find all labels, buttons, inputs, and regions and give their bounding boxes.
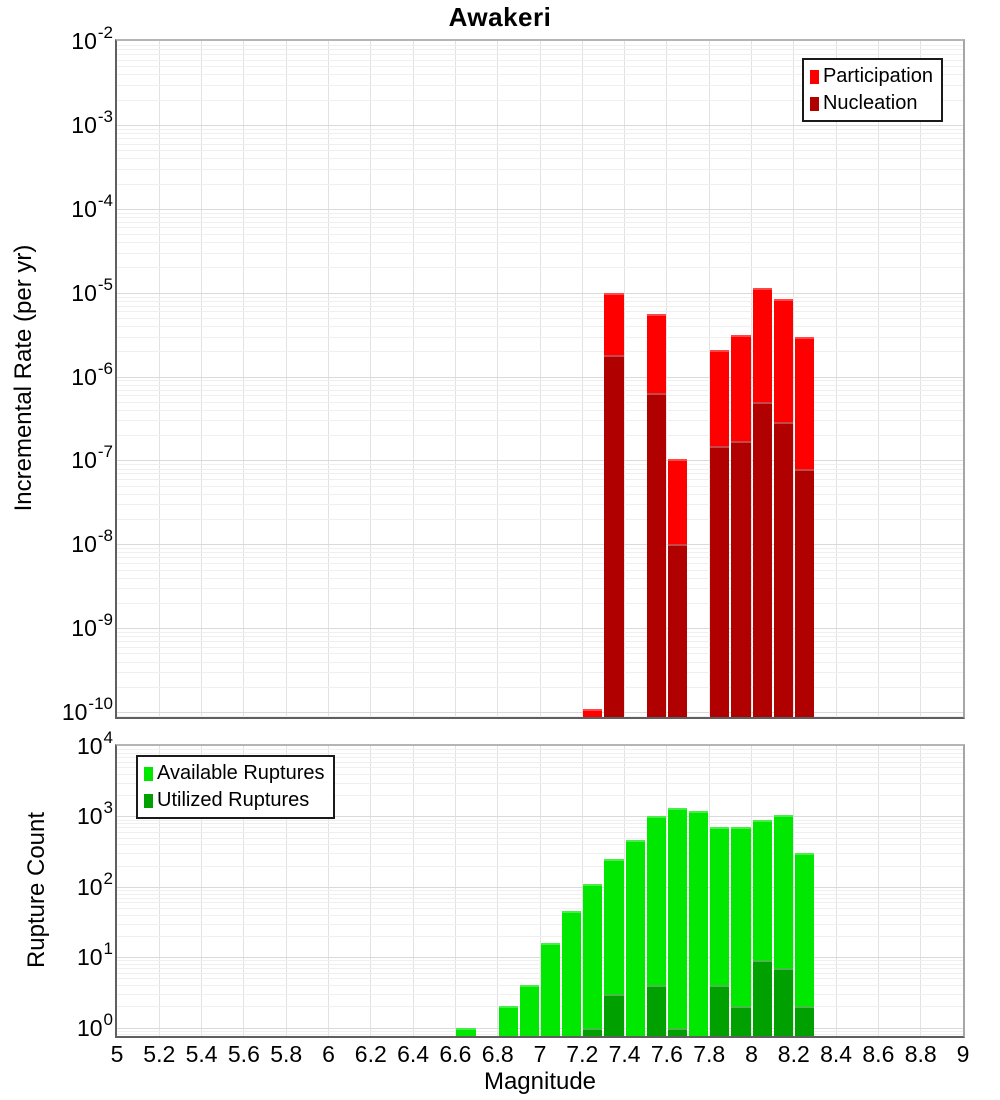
- minor-gridline: [117, 960, 963, 961]
- x-tick-label: 9: [956, 1041, 970, 1067]
- legend-label: Available Ruptures: [157, 762, 325, 784]
- available-ruptures-bar: [689, 811, 708, 1036]
- minor-gridline: [117, 749, 963, 750]
- y-tick-label: [0, 798, 113, 830]
- y-tick-label: [0, 728, 113, 760]
- vertical-gridline: [286, 41, 287, 717]
- minor-gridline: [117, 380, 963, 381]
- y-tick-exponent: 1: [103, 939, 113, 959]
- available-ruptures-bar: [456, 1028, 475, 1037]
- vertical-gridline: [878, 41, 879, 717]
- minor-gridline: [117, 217, 963, 218]
- y-tick-exponent: -9: [97, 610, 113, 630]
- y-tick-label: [0, 274, 113, 307]
- minor-gridline: [117, 632, 963, 633]
- minor-gridline: [117, 973, 963, 974]
- available-ruptures-bar: [626, 840, 645, 1036]
- y-axis-title-rupture-count: Rupture Count: [23, 811, 50, 969]
- x-tick-label: 5.6: [227, 1041, 260, 1067]
- minor-gridline: [117, 479, 963, 480]
- x-tick-label: 7.8: [693, 1041, 726, 1067]
- legend-label: Nucleation: [822, 92, 918, 114]
- vertical-gridline: [497, 746, 498, 1036]
- x-tick-label: 7.4: [608, 1041, 641, 1067]
- minor-gridline: [117, 464, 963, 465]
- minor-gridline: [117, 1031, 963, 1032]
- minor-gridline: [117, 385, 963, 386]
- x-tick-label: 5.2: [143, 1041, 176, 1067]
- vertical-gridline: [328, 41, 329, 717]
- vertical-gridline: [243, 41, 244, 717]
- x-tick-label: 8.6: [862, 1041, 895, 1067]
- major-gridline: [117, 377, 963, 378]
- x-tick-label: 5.4: [185, 1041, 218, 1067]
- y-tick-base: 10: [71, 111, 97, 138]
- minor-gridline: [117, 672, 963, 673]
- minor-gridline: [117, 144, 963, 145]
- y-tick-exponent: -8: [97, 526, 113, 546]
- minor-gridline: [117, 832, 963, 833]
- y-tick-exponent: 3: [103, 798, 113, 818]
- y-tick-label: [0, 358, 113, 391]
- major-gridline: [117, 209, 963, 210]
- vertical-gridline: [413, 41, 414, 717]
- x-tick-label: 8: [745, 1041, 758, 1067]
- minor-gridline: [117, 297, 963, 298]
- vertical-gridline: [836, 746, 837, 1036]
- available-ruptures-bar: [541, 943, 560, 1036]
- minor-gridline: [117, 395, 963, 396]
- minor-gridline: [117, 473, 963, 474]
- y-tick-exponent: -5: [97, 274, 113, 294]
- y-tick-base: 10: [76, 944, 103, 971]
- minor-gridline: [117, 311, 963, 312]
- y-tick-base: 10: [61, 699, 88, 725]
- y-tick-base: 10: [71, 615, 97, 642]
- minor-gridline: [117, 603, 963, 604]
- major-gridline: [117, 628, 963, 629]
- minor-gridline: [117, 504, 963, 505]
- minor-gridline: [117, 578, 963, 579]
- major-gridline: [117, 460, 963, 461]
- minor-gridline: [117, 390, 963, 391]
- major-gridline: [117, 293, 963, 294]
- minor-gridline: [117, 552, 963, 553]
- minor-gridline: [117, 636, 963, 637]
- y-tick-base: 10: [71, 279, 97, 306]
- x-tick-label: 6.8: [481, 1041, 514, 1067]
- minor-gridline: [117, 1006, 963, 1007]
- minor-gridline: [117, 227, 963, 228]
- x-axis-title-magnitude: Magnitude: [483, 1068, 597, 1095]
- minor-gridline: [117, 234, 963, 235]
- minor-gridline: [117, 184, 963, 185]
- minor-gridline: [117, 49, 963, 50]
- legend-swatch-icon: [144, 767, 153, 781]
- major-gridline: [117, 544, 963, 545]
- utilized-ruptures-bar: [647, 985, 666, 1036]
- minor-gridline: [117, 213, 963, 214]
- major-gridline: [117, 712, 963, 713]
- minor-gridline: [117, 410, 963, 411]
- chart-title: Awakeri: [448, 2, 552, 32]
- minor-gridline: [117, 902, 963, 903]
- minor-gridline: [117, 890, 963, 891]
- available-ruptures-bar: [668, 808, 687, 1036]
- minor-gridline: [117, 978, 963, 979]
- y-tick-label: [0, 106, 113, 139]
- y-tick-label: [0, 610, 113, 642]
- minor-gridline: [117, 1034, 963, 1035]
- minor-gridline: [117, 222, 963, 223]
- y-tick-label: [0, 442, 113, 474]
- x-tick-label: 6.6: [439, 1041, 472, 1067]
- minor-gridline: [117, 687, 963, 688]
- minor-gridline: [117, 820, 963, 821]
- available-ruptures-bar: [499, 1006, 518, 1036]
- vertical-gridline: [370, 746, 371, 1036]
- vertical-gridline: [878, 746, 879, 1036]
- x-tick-label: 8.8: [904, 1041, 937, 1067]
- y-tick-exponent: -10: [88, 694, 113, 713]
- minor-gridline: [117, 653, 963, 654]
- minor-gridline: [117, 985, 963, 986]
- vertical-gridline: [159, 41, 160, 717]
- y-tick-label: [0, 526, 113, 558]
- utilized-ruptures-bar: [795, 1006, 814, 1036]
- vertical-gridline: [370, 41, 371, 717]
- vertical-gridline: [455, 746, 456, 1036]
- y-tick-base: 10: [76, 733, 103, 759]
- x-tick-label: 7.6: [650, 1041, 683, 1067]
- available-ruptures-bar: [583, 884, 602, 1036]
- vertical-gridline: [624, 41, 625, 717]
- nucleation-bar: [710, 446, 729, 717]
- minor-gridline: [117, 716, 963, 717]
- legend-item-available-ruptures: [144, 760, 325, 787]
- y-tick-base: 10: [71, 195, 97, 222]
- vertical-gridline: [836, 41, 837, 717]
- legend-incremental-rate: [802, 58, 943, 122]
- minor-gridline: [117, 898, 963, 899]
- legend-rupture-count: [136, 755, 335, 819]
- minor-gridline: [117, 150, 963, 151]
- x-tick-label: 6.2: [354, 1041, 387, 1067]
- minor-gridline: [117, 908, 963, 909]
- minor-gridline: [117, 402, 963, 403]
- y-tick-base: 10: [71, 531, 97, 558]
- y-tick-label: [0, 190, 113, 223]
- legend-item-utilized-ruptures: [144, 787, 325, 814]
- utilized-ruptures-bar: [753, 960, 772, 1036]
- y-tick-base: 10: [76, 1014, 103, 1041]
- major-gridline: [117, 887, 963, 888]
- minor-gridline: [117, 469, 963, 470]
- minor-gridline: [117, 420, 963, 421]
- vertical-gridline: [920, 746, 921, 1036]
- y-tick-label: [0, 1009, 113, 1042]
- utilized-ruptures-bar: [731, 1006, 750, 1036]
- minor-gridline: [117, 994, 963, 995]
- minor-gridline: [117, 301, 963, 302]
- x-tick-label: 5.8: [270, 1041, 303, 1067]
- minor-gridline: [117, 169, 963, 170]
- vertical-gridline: [540, 41, 541, 717]
- vertical-gridline: [920, 41, 921, 717]
- utilized-ruptures-bar: [583, 1028, 602, 1037]
- legend-swatch-icon: [810, 97, 819, 111]
- y-tick-exponent: -6: [97, 358, 113, 378]
- y-tick-label: [0, 694, 113, 726]
- minor-gridline: [117, 647, 963, 648]
- available-ruptures-bar: [731, 827, 750, 1036]
- minor-gridline: [117, 486, 963, 487]
- legend-swatch-icon: [810, 70, 819, 84]
- y-tick-exponent: -3: [97, 106, 113, 126]
- minor-gridline: [117, 924, 963, 925]
- x-tick-label: 8.4: [820, 1041, 853, 1067]
- minor-gridline: [117, 133, 963, 134]
- y-tick-base: 10: [71, 28, 97, 54]
- x-tick-label: 5: [110, 1041, 124, 1067]
- nucleation-bar: [668, 544, 687, 717]
- y-axis-title-incremental-rate: Incremental Rate (per yr): [10, 244, 37, 512]
- y-tick-base: 10: [71, 363, 97, 390]
- minor-gridline: [117, 823, 963, 824]
- minor-gridline: [117, 641, 963, 642]
- participation-bar: [583, 709, 602, 718]
- legend-label: Participation: [822, 65, 933, 87]
- y-tick-exponent: -7: [97, 442, 113, 462]
- minor-gridline: [117, 306, 963, 307]
- y-tick-label: [0, 23, 113, 55]
- minor-gridline: [117, 138, 963, 139]
- minor-gridline: [117, 435, 963, 436]
- nucleation-bar: [604, 355, 623, 717]
- x-tick-label: 6.4: [397, 1041, 430, 1067]
- minor-gridline: [117, 662, 963, 663]
- available-ruptures-bar: [520, 985, 539, 1036]
- minor-gridline: [117, 548, 963, 549]
- vertical-gridline: [201, 41, 202, 717]
- major-gridline: [117, 125, 963, 126]
- minor-gridline: [117, 318, 963, 319]
- minor-gridline: [117, 158, 963, 159]
- minor-gridline: [117, 964, 963, 965]
- utilized-ruptures-bar: [604, 994, 623, 1036]
- x-tick-label: 7.2: [566, 1041, 599, 1067]
- minor-gridline: [117, 267, 963, 268]
- nucleation-bar: [795, 469, 814, 718]
- legend-item-participation: [810, 63, 933, 90]
- minor-gridline: [117, 326, 963, 327]
- nucleation-bar: [774, 422, 793, 717]
- minor-gridline: [117, 563, 963, 564]
- vertical-gridline: [582, 41, 583, 717]
- x-tick-label: 8.2: [777, 1041, 810, 1067]
- incremental-rate-panel: [115, 39, 965, 719]
- minor-gridline: [117, 253, 963, 254]
- y-tick-base: 10: [76, 803, 103, 830]
- y-tick-exponent: 2: [103, 868, 113, 888]
- rupture-count-panel: [115, 744, 965, 1038]
- utilized-ruptures-bar: [710, 985, 729, 1036]
- legend-swatch-icon: [144, 794, 153, 808]
- minor-gridline: [117, 570, 963, 571]
- vertical-gridline: [497, 41, 498, 717]
- minor-gridline: [117, 494, 963, 495]
- nucleation-bar: [731, 441, 750, 717]
- minor-gridline: [117, 557, 963, 558]
- minor-gridline: [117, 853, 963, 854]
- minor-gridline: [117, 337, 963, 338]
- legend-item-nucleation: [810, 90, 933, 117]
- minor-gridline: [117, 838, 963, 839]
- y-tick-base: 10: [76, 873, 103, 900]
- minor-gridline: [117, 54, 963, 55]
- vertical-gridline: [455, 41, 456, 717]
- minor-gridline: [117, 915, 963, 916]
- vertical-gridline: [413, 746, 414, 1036]
- x-tick-label: 7: [533, 1041, 547, 1067]
- major-gridline: [117, 1028, 963, 1029]
- nucleation-bar: [753, 402, 772, 717]
- y-tick-exponent: 4: [103, 728, 113, 747]
- minor-gridline: [117, 866, 963, 867]
- minor-gridline: [117, 753, 963, 754]
- major-gridline: [117, 957, 963, 958]
- available-ruptures-bar: [562, 911, 581, 1036]
- minor-gridline: [117, 242, 963, 243]
- x-tick-label: 6: [322, 1041, 335, 1067]
- utilized-ruptures-bar: [774, 968, 793, 1036]
- y-tick-label: [0, 939, 113, 971]
- minor-gridline: [117, 844, 963, 845]
- y-tick-exponent: -2: [97, 23, 113, 42]
- minor-gridline: [117, 519, 963, 520]
- minor-gridline: [117, 894, 963, 895]
- minor-gridline: [117, 129, 963, 130]
- y-tick-base: 10: [71, 447, 97, 474]
- nucleation-bar: [647, 393, 666, 717]
- minor-gridline: [117, 45, 963, 46]
- minor-gridline: [117, 968, 963, 969]
- y-tick-exponent: -4: [97, 190, 113, 210]
- utilized-ruptures-bar: [668, 1028, 687, 1037]
- minor-gridline: [117, 936, 963, 937]
- y-tick-exponent: 0: [103, 1009, 113, 1029]
- minor-gridline: [117, 588, 963, 589]
- minor-gridline: [117, 351, 963, 352]
- minor-gridline: [117, 827, 963, 828]
- y-tick-label: [0, 868, 113, 901]
- legend-label: Utilized Ruptures: [157, 789, 310, 811]
